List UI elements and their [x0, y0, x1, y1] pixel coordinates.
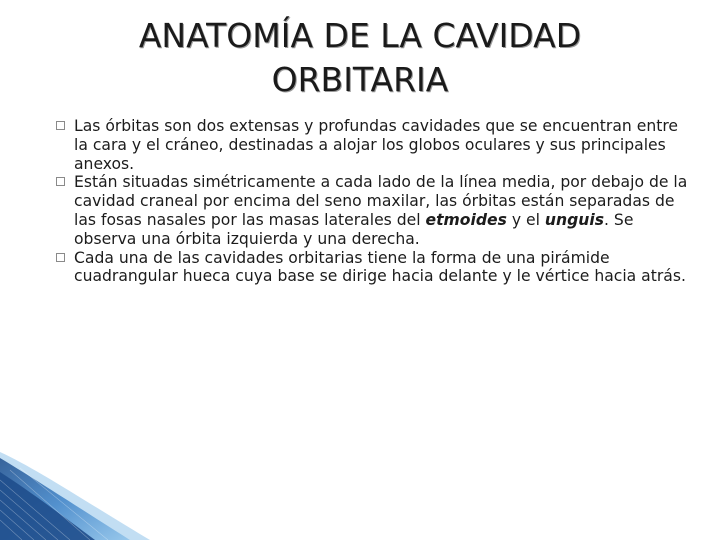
- bullet-square-icon: [56, 177, 65, 186]
- bullet-item: [56, 117, 696, 173]
- emphasis-etmoides: etmoides: [425, 210, 507, 229]
- title-line-2: ORBITARIA: [271, 60, 449, 99]
- emphasis-unguis: unguis: [544, 210, 605, 229]
- corner-wave-decoration: [0, 450, 150, 540]
- bullet-text: Las órbitas son dos extensas y profundas cavidades que se encuentran entre la cara y el cráneo, destinadas a alojar los globos oculares y sus principales anexos.: [74, 117, 678, 173]
- bullet-item: [56, 249, 696, 287]
- bullet-text-part: . Se observa una órbita izquierda y una derecha.: [74, 210, 634, 248]
- slide-title: [60, 14, 660, 102]
- bullet-square-icon: [56, 121, 65, 130]
- bullet-text-part: Están situadas simétricamente a cada lado de la línea media, por debajo de la cavidad craneal por encima del seno maxilar, las órbitas están separadas de las fosas nasales por las masas laterales del: [74, 173, 688, 229]
- bullet-text: [74, 173, 687, 247]
- bullet-item: [56, 173, 696, 248]
- title-line-1: ANATOMÍA DE LA CAVIDAD: [138, 16, 582, 55]
- bullet-list: [56, 117, 696, 286]
- bullet-square-icon: [56, 253, 65, 262]
- bullet-text-part: y el: [506, 210, 545, 229]
- bullet-text: Cada una de las cavidades orbitarias tiene la forma de una pirámide cuadrangular hueca cuya base se dirige hacia delante y le vértice hacia atrás.: [74, 248, 686, 286]
